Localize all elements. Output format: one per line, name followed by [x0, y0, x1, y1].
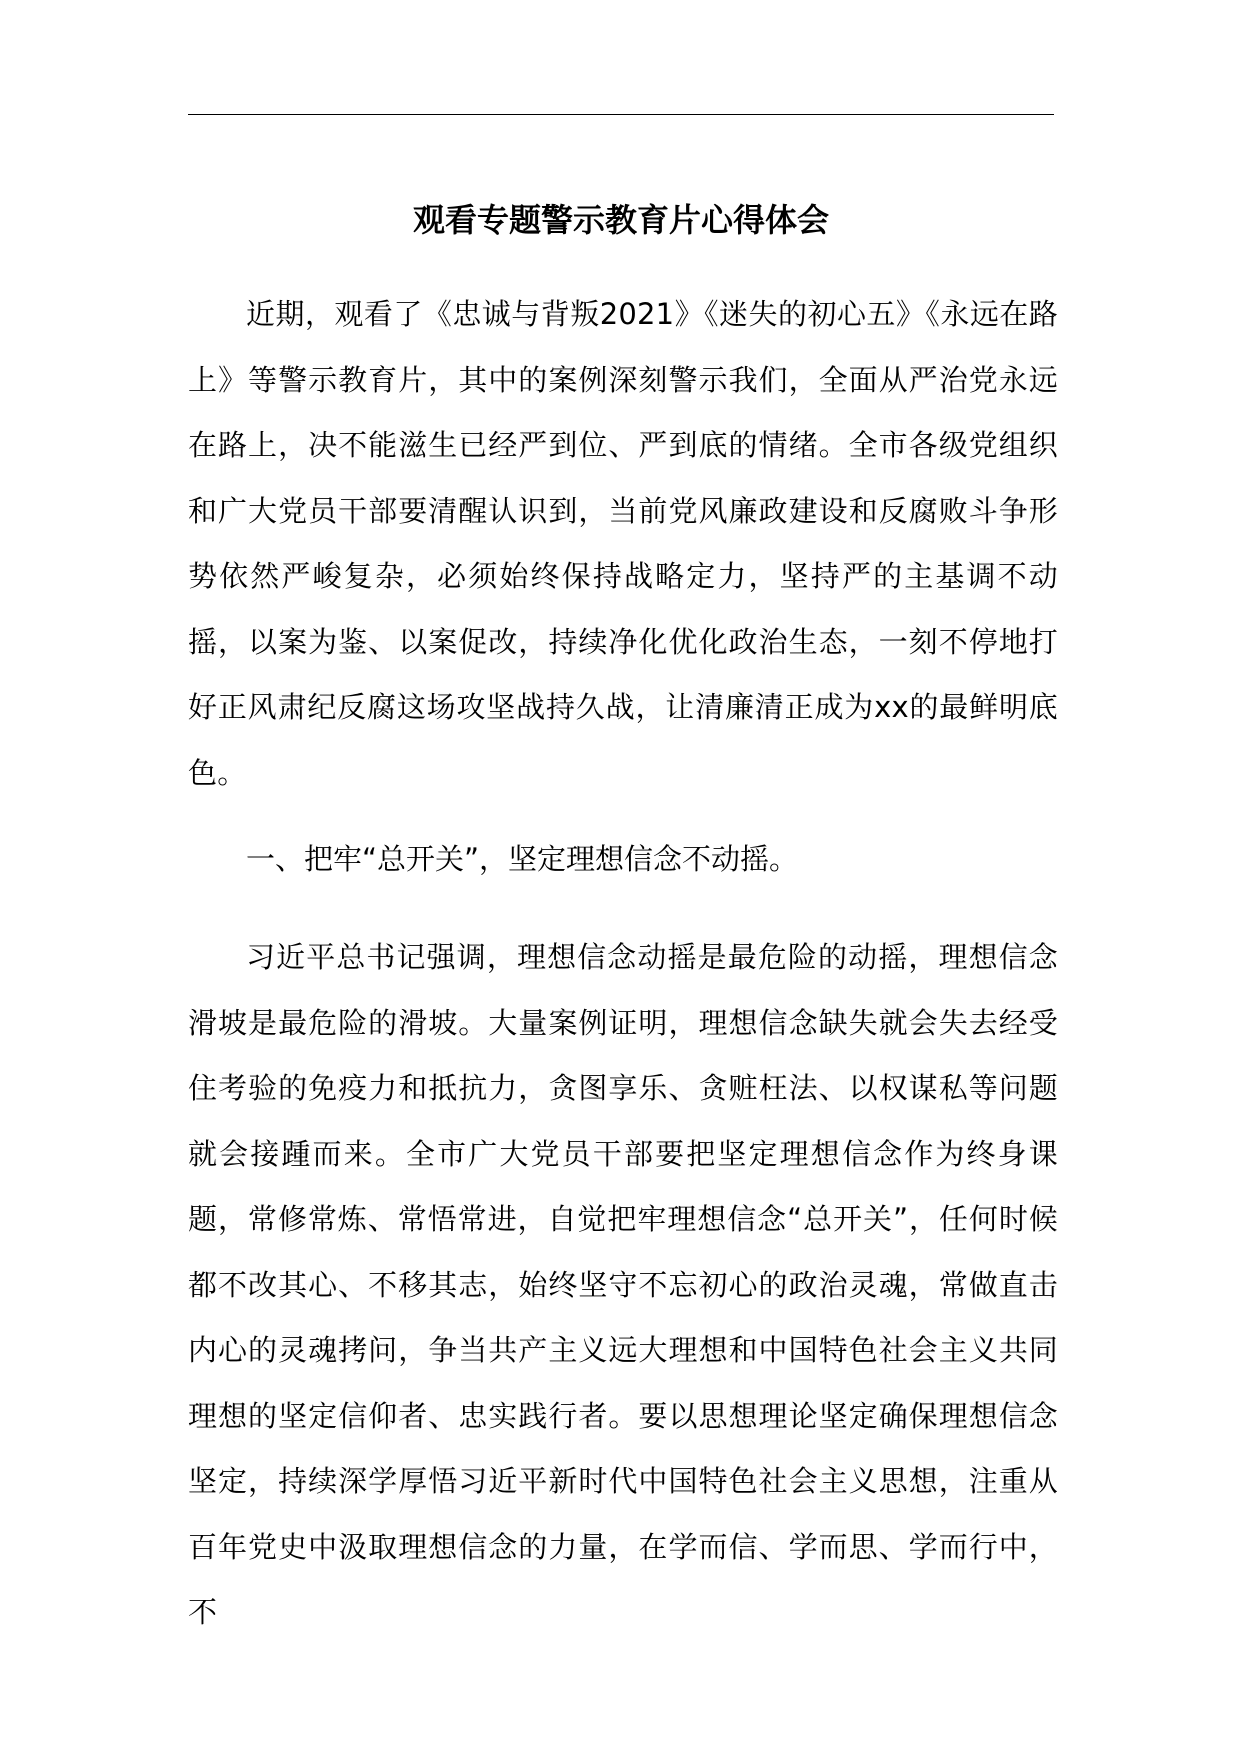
intro-paragraph: 近期，观看了《忠诚与背叛2021》《迷失的初心五》《永远在路上》等警示教育片，其中的案例深刻警示我们，全面从严治党永远在路上，决不能滋生已经严到位、严到底的情绪。全市各级党组织和广大党员干部要清醒认识到，当前党风廉政建设和反腐败斗争形势依然严峻复杂，必须始终保持战略定力，坚持严的主基调不动摇，以案为鉴、以案促改，持续净化优化政治生态，一刻不停地打好正风肃纪反腐这场攻坚战持久战，让清廉清正成为xx的最鲜明底色。 [188, 297, 1058, 790]
section-heading-1: 一、把牢“总开关”，坚定理想信念不动摇。 [246, 842, 799, 876]
body-paragraph-1: 习近平总书记强调，理想信念动摇是最危险的动摇，理想信念滑坡是最危险的滑坡。大量案例证明，理想信念缺失就会失去经受住考验的免疫力和抵抗力，贪图享乐、贪赃枉法、以权谋私等问题就会接踵而来。全市广大党员干部要把坚定理想信念作为终身课题，常修常炼、常悟常进，自觉把牢理想信念“总开关”，任何时候都不改其心、不移其志，始终坚守不忘初心的政治灵魂，常做直击内心的灵魂拷问，争当共产主义远大理想和中国特色社会主义共同理想的坚定信仰者、忠实践行者。要以思想理论坚定确保理想信念坚定，持续深学厚悟习近平新时代中国特色社会主义思想，注重从百年党史中汲取理想信念的力量，在学而信、学而思、学而行中，不 [188, 940, 1058, 1629]
header-rule [188, 114, 1054, 115]
document-title: 观看专题警示教育片心得体会 [412, 201, 829, 239]
